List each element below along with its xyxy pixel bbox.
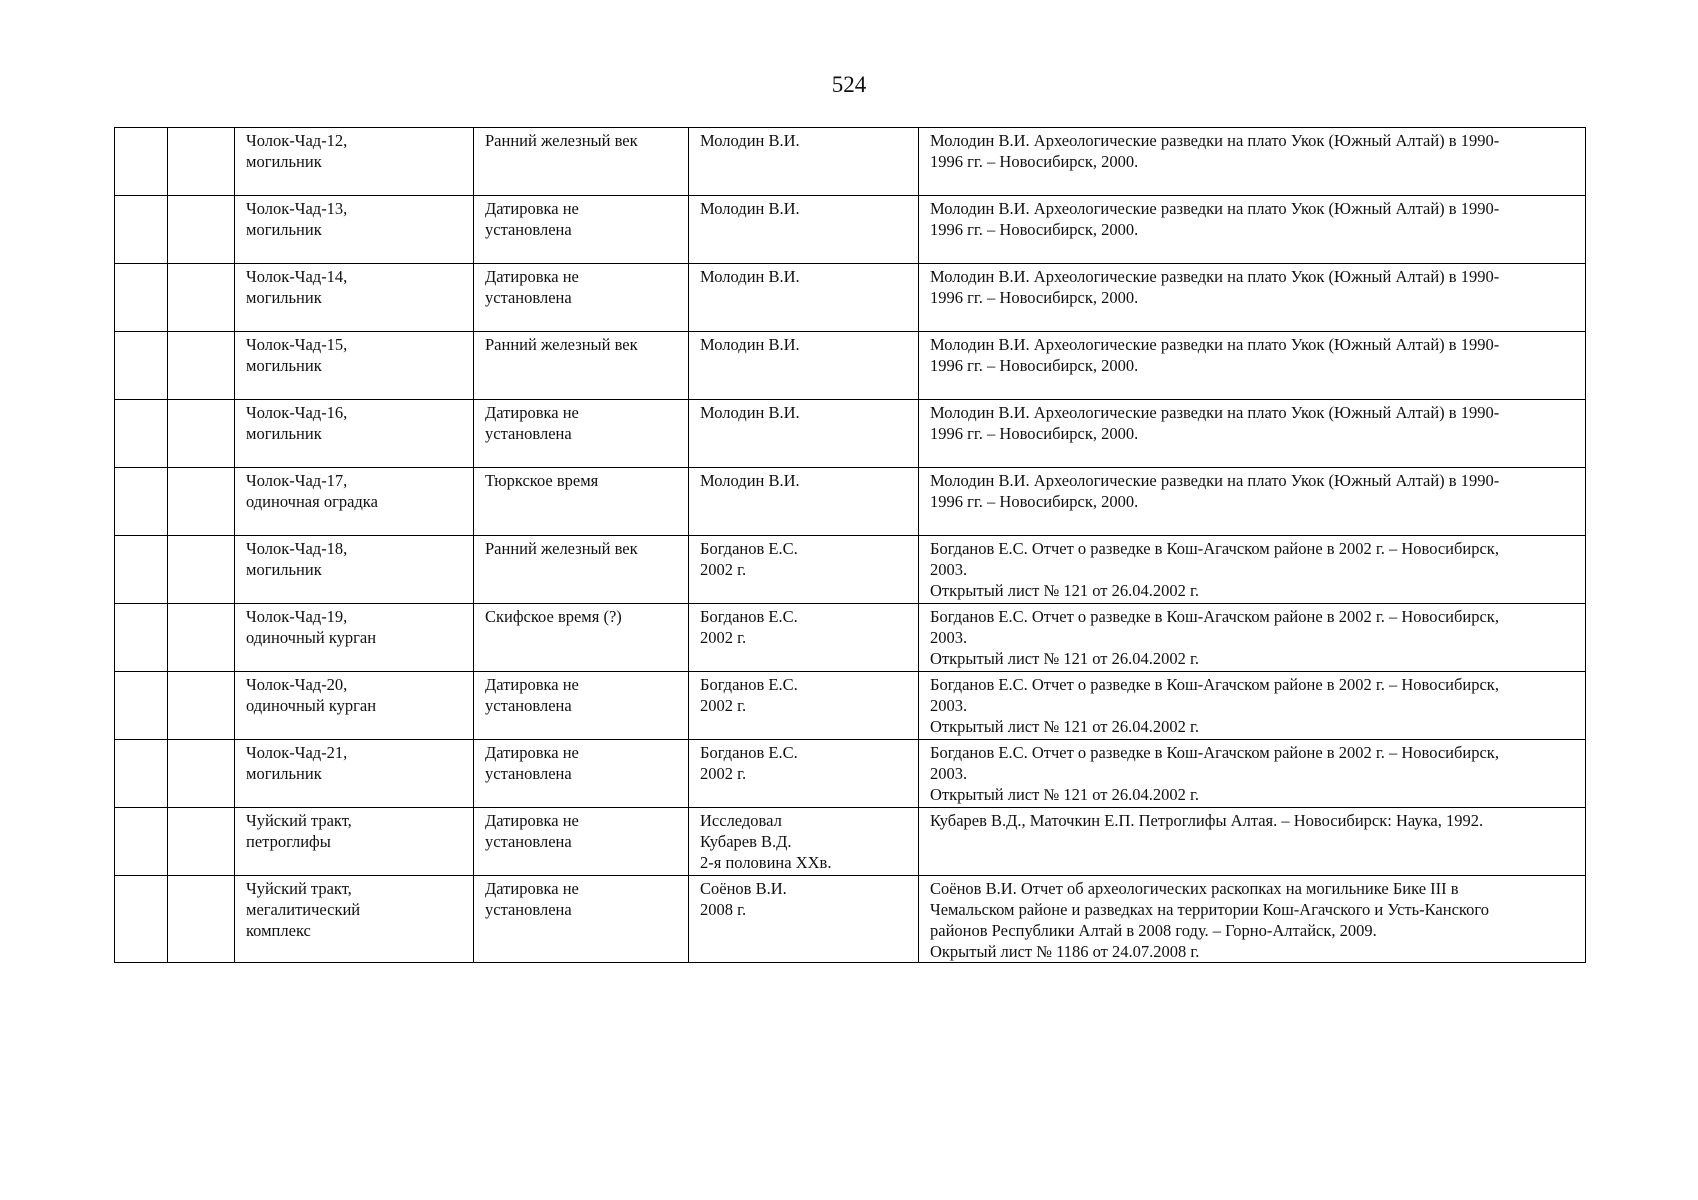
- cell-line: Молодин В.И. Археологические разведки на плато Укок (Южный Алтай) в 1990-: [930, 335, 1500, 354]
- cell-line: одиночный курган: [246, 628, 377, 647]
- site-name-cell: [235, 196, 474, 264]
- researcher-cell: [689, 196, 919, 264]
- cell-line: Чолок-Чад-14,: [246, 267, 348, 286]
- code-cell: [168, 604, 235, 672]
- table-row: [115, 536, 1586, 604]
- site-name-cell: [235, 128, 474, 196]
- cell-line: Богданов Е.С.: [700, 675, 798, 694]
- cell-line: Кубарев В.Д.: [700, 832, 792, 851]
- cell-line: Открытый лист № 121 от 26.04.2002 г.: [930, 785, 1199, 804]
- number-cell: [115, 332, 168, 400]
- researcher-cell: [689, 400, 919, 468]
- cell-line: Чемальском районе и разведках на территории Кош-Агачского и Усть-Канского: [930, 900, 1489, 919]
- cell-line: Соёнов В.И. Отчет об археологических раскопках на могильнике Бике III в: [930, 879, 1459, 898]
- table-row: [115, 400, 1586, 468]
- number-cell: [115, 536, 168, 604]
- source-cell: [919, 264, 1586, 332]
- site-name-cell: [235, 332, 474, 400]
- source-cell: [919, 196, 1586, 264]
- cell-line: петроглифы: [246, 832, 331, 851]
- cell-line: Датировка не: [485, 879, 579, 898]
- dating-cell: [474, 808, 689, 876]
- code-cell: [168, 740, 235, 808]
- cell-line: установлена: [485, 288, 572, 307]
- cell-line: установлена: [485, 220, 572, 239]
- cell-line: 1996 гг. – Новосибирск, 2000.: [930, 492, 1139, 511]
- cell-line: одиночный курган: [246, 696, 377, 715]
- cell-line: могильник: [246, 220, 322, 239]
- cell-line: могильник: [246, 152, 322, 171]
- code-cell: [168, 672, 235, 740]
- number-cell: [115, 264, 168, 332]
- number-cell: [115, 808, 168, 876]
- cell-line: 2002 г.: [700, 764, 747, 783]
- cell-line: 2002 г.: [700, 696, 747, 715]
- cell-line: установлена: [485, 764, 572, 783]
- cell-line: Богданов Е.С. Отчет о разведке в Кош-Агачском районе в 2002 г. – Новосибирск,: [930, 675, 1499, 694]
- site-name-cell: [235, 876, 474, 963]
- table-row: [115, 128, 1586, 196]
- dating-cell: [474, 740, 689, 808]
- cell-line: Датировка не: [485, 267, 579, 286]
- cell-line: установлена: [485, 424, 572, 443]
- dating-cell: [474, 264, 689, 332]
- table-row: [115, 332, 1586, 400]
- code-cell: [168, 128, 235, 196]
- site-name-cell: [235, 808, 474, 876]
- code-cell: [168, 264, 235, 332]
- code-cell: [168, 196, 235, 264]
- cell-line: Молодин В.И.: [700, 267, 800, 286]
- cell-line: Датировка не: [485, 811, 579, 830]
- researcher-cell: [689, 604, 919, 672]
- table-row: [115, 808, 1586, 876]
- cell-line: Чолок-Чад-21,: [246, 743, 348, 762]
- code-cell: [168, 468, 235, 536]
- cell-line: Молодин В.И.: [700, 199, 800, 218]
- cell-line: мегалитический: [246, 900, 361, 919]
- table-row: [115, 264, 1586, 332]
- cell-line: Молодин В.И. Археологические разведки на плато Укок (Южный Алтай) в 1990-: [930, 199, 1500, 218]
- number-cell: [115, 876, 168, 963]
- site-name-cell: [235, 468, 474, 536]
- cell-line: 2003.: [930, 628, 968, 647]
- dating-cell: [474, 468, 689, 536]
- cell-line: могильник: [246, 356, 322, 375]
- table-body: [115, 128, 1586, 963]
- code-cell: [168, 400, 235, 468]
- code-cell: [168, 332, 235, 400]
- table-row: [115, 876, 1586, 963]
- cell-line: Чуйский тракт,: [246, 879, 352, 898]
- number-cell: [115, 740, 168, 808]
- cell-line: Чолок-Чад-16,: [246, 403, 348, 422]
- cell-line: Чолок-Чад-13,: [246, 199, 348, 218]
- site-name-cell: [235, 400, 474, 468]
- cell-line: могильник: [246, 288, 322, 307]
- researcher-cell: [689, 128, 919, 196]
- researcher-cell: [689, 332, 919, 400]
- cell-line: установлена: [485, 832, 572, 851]
- source-cell: [919, 400, 1586, 468]
- cell-line: Датировка не: [485, 403, 579, 422]
- source-cell: [919, 128, 1586, 196]
- researcher-cell: [689, 740, 919, 808]
- cell-line: 2002 г.: [700, 560, 747, 579]
- cell-line: Богданов Е.С.: [700, 743, 798, 762]
- source-cell: [919, 672, 1586, 740]
- dating-cell: [474, 876, 689, 963]
- dating-cell: [474, 536, 689, 604]
- cell-line: Молодин В.И. Археологические разведки на плато Укок (Южный Алтай) в 1990-: [930, 267, 1500, 286]
- cell-line: Молодин В.И. Археологические разведки на плато Укок (Южный Алтай) в 1990-: [930, 471, 1500, 490]
- cell-line: Молодин В.И.: [700, 131, 800, 150]
- number-cell: [115, 196, 168, 264]
- cell-line: Соёнов В.И.: [700, 879, 787, 898]
- cell-line: Тюркское время: [485, 471, 599, 490]
- cell-line: Чолок-Чад-20,: [246, 675, 348, 694]
- cell-line: Кубарев В.Д., Маточкин Е.П. Петроглифы Алтая. – Новосибирск: Наука, 1992.: [930, 811, 1484, 830]
- site-name-cell: [235, 264, 474, 332]
- dating-cell: [474, 332, 689, 400]
- researcher-cell: [689, 468, 919, 536]
- cell-line: 2003.: [930, 696, 968, 715]
- number-cell: [115, 128, 168, 196]
- researcher-cell: [689, 876, 919, 963]
- cell-line: Молодин В.И. Археологические разведки на плато Укок (Южный Алтай) в 1990-: [930, 403, 1500, 422]
- table-row: [115, 196, 1586, 264]
- number-cell: [115, 468, 168, 536]
- cell-line: одиночная оградка: [246, 492, 378, 511]
- cell-line: Богданов Е.С. Отчет о разведке в Кош-Агачском районе в 2002 г. – Новосибирск,: [930, 539, 1499, 558]
- cell-line: Молодин В.И. Археологические разведки на плато Укок (Южный Алтай) в 1990-: [930, 131, 1500, 150]
- source-cell: [919, 876, 1586, 963]
- cell-line: 1996 гг. – Новосибирск, 2000.: [930, 152, 1139, 171]
- table-row: [115, 740, 1586, 808]
- code-cell: [168, 876, 235, 963]
- cell-line: 1996 гг. – Новосибирск, 2000.: [930, 288, 1139, 307]
- cell-line: Открытый лист № 121 от 26.04.2002 г.: [930, 649, 1199, 668]
- cell-line: Исследовал: [700, 811, 782, 830]
- source-cell: [919, 332, 1586, 400]
- cell-line: Богданов Е.С. Отчет о разведке в Кош-Агачском районе в 2002 г. – Новосибирск,: [930, 607, 1499, 626]
- dating-cell: [474, 672, 689, 740]
- cell-line: могильник: [246, 560, 322, 579]
- cell-line: Чолок-Чад-18,: [246, 539, 348, 558]
- dating-cell: [474, 400, 689, 468]
- cell-line: Молодин В.И.: [700, 471, 800, 490]
- table-row: [115, 468, 1586, 536]
- dating-cell: [474, 604, 689, 672]
- page-number: 524: [831, 72, 867, 97]
- cell-line: 1996 гг. – Новосибирск, 2000.: [930, 356, 1139, 375]
- cell-line: Скифское время (?): [485, 607, 622, 626]
- dating-cell: [474, 128, 689, 196]
- cell-line: Чуйский тракт,: [246, 811, 352, 830]
- researcher-cell: [689, 672, 919, 740]
- cell-line: Ранний железный век: [485, 131, 638, 150]
- cell-line: 1996 гг. – Новосибирск, 2000.: [930, 220, 1139, 239]
- site-name-cell: [235, 740, 474, 808]
- cell-line: 2002 г.: [700, 628, 747, 647]
- researcher-cell: [689, 536, 919, 604]
- cell-line: Чолок-Чад-17,: [246, 471, 348, 490]
- cell-line: могильник: [246, 764, 322, 783]
- cell-line: Богданов Е.С. Отчет о разведке в Кош-Агачском районе в 2002 г. – Новосибирск,: [930, 743, 1499, 762]
- code-cell: [168, 808, 235, 876]
- number-cell: [115, 604, 168, 672]
- table-row: [115, 672, 1586, 740]
- monuments-table: [114, 127, 1586, 963]
- cell-line: Чолок-Чад-19,: [246, 607, 348, 626]
- source-cell: [919, 468, 1586, 536]
- number-cell: [115, 672, 168, 740]
- cell-line: Окрытый лист № 1186 от 24.07.2008 г.: [930, 942, 1200, 961]
- cell-line: комплекс: [246, 921, 311, 940]
- source-cell: [919, 808, 1586, 876]
- cell-line: установлена: [485, 900, 572, 919]
- researcher-cell: [689, 808, 919, 876]
- cell-line: Молодин В.И.: [700, 335, 800, 354]
- cell-line: установлена: [485, 696, 572, 715]
- cell-line: Датировка не: [485, 675, 579, 694]
- cell-line: 2003.: [930, 560, 968, 579]
- source-cell: [919, 740, 1586, 808]
- cell-line: Ранний железный век: [485, 335, 638, 354]
- source-cell: [919, 604, 1586, 672]
- cell-line: Молодин В.И.: [700, 403, 800, 422]
- cell-line: 2003.: [930, 764, 968, 783]
- number-cell: [115, 400, 168, 468]
- cell-line: Богданов Е.С.: [700, 607, 798, 626]
- researcher-cell: [689, 264, 919, 332]
- cell-line: районов Республики Алтай в 2008 году. – Горно-Алтайск, 2009.: [930, 921, 1377, 940]
- cell-line: могильник: [246, 424, 322, 443]
- site-name-cell: [235, 672, 474, 740]
- cell-line: Датировка не: [485, 199, 579, 218]
- code-cell: [168, 536, 235, 604]
- source-cell: [919, 536, 1586, 604]
- cell-line: Датировка не: [485, 743, 579, 762]
- cell-line: Ранний железный век: [485, 539, 638, 558]
- table-row: [115, 604, 1586, 672]
- site-name-cell: [235, 536, 474, 604]
- cell-line: 2-я половина XXв.: [700, 853, 832, 872]
- cell-line: Открытый лист № 121 от 26.04.2002 г.: [930, 717, 1199, 736]
- cell-line: Открытый лист № 121 от 26.04.2002 г.: [930, 581, 1199, 600]
- site-name-cell: [235, 604, 474, 672]
- cell-line: Богданов Е.С.: [700, 539, 798, 558]
- cell-line: 2008 г.: [700, 900, 747, 919]
- cell-line: Чолок-Чад-15,: [246, 335, 348, 354]
- cell-line: Чолок-Чад-12,: [246, 131, 348, 150]
- cell-line: 1996 гг. – Новосибирск, 2000.: [930, 424, 1139, 443]
- dating-cell: [474, 196, 689, 264]
